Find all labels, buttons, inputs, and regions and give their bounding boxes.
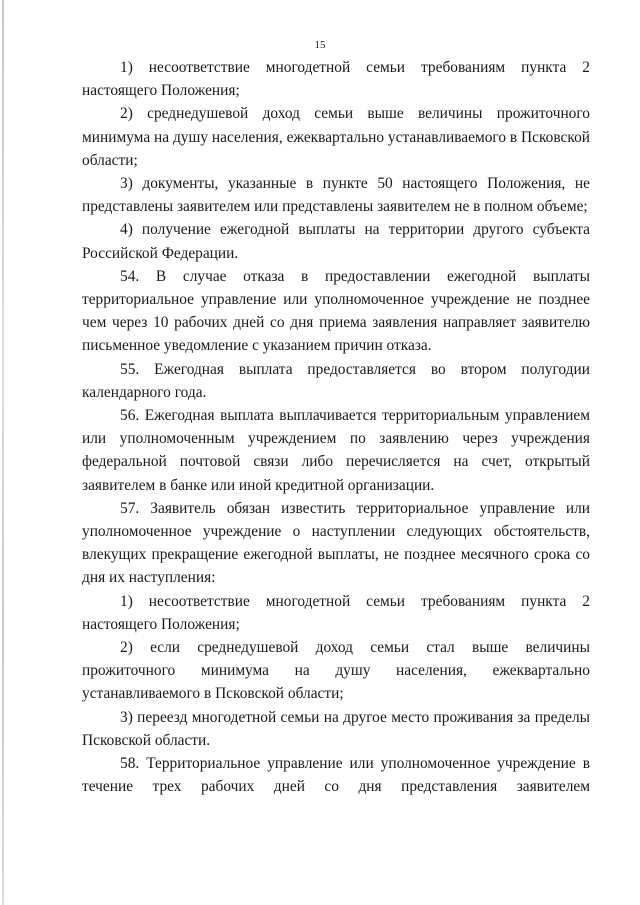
paragraph-section-54: 54. В случае отказа в предоставлении ежегодной выплаты территориальное управление или уполномоченное учреждение не позднее чем через 10 рабочих дней со дня приема заявления направляет заявителю письменное уведомление с указанием причин отказа. <box>82 267 590 355</box>
paragraph-item-2: 2) среднедушевой доход семьи выше величины прожиточного минимума на душу населения, ежеквартально устанавливаемого в Псковской области; <box>82 105 590 169</box>
page-number: 15 <box>314 39 326 51</box>
paragraph-section-56: 56. Ежегодная выплата выплачивается территориальным управлением или уполномоченным учреждением по заявлению через учреждения федеральной почтовой связи либо перечисляется на счет, открытый заявителем в банке или иной кредитной организации. <box>82 407 590 494</box>
document-body <box>82 56 590 799</box>
paragraph-section-57: 57. Заявитель обязан известить территориальное управление или уполномоченное учреждение о наступлении следующих обстоятельств, влекущих прекращение ежегодной выплаты, не позднее месячного срока со дня их наступления: <box>82 499 590 587</box>
paragraph-item-3b: 3) переезд многодетной семьи на другое место проживания за пределы Псковской области. <box>82 708 590 749</box>
paragraph-item-2b: 2) если среднедушевой доход семьи стал выше величины прожиточного минимума на душу населения, ежеквартально устанавливаемого в Псковской области; <box>82 639 590 703</box>
paragraph-section-55: 55. Ежегодная выплата предоставляется во втором полугодии календарного года. <box>82 360 590 401</box>
paragraph-section-58: 58. Территориальное управление или уполномоченное учреждение в течение трех рабочих дней со дня представления заявителем <box>82 755 590 796</box>
paragraph-item-4: 4) получение ежегодной выплаты на территории другого субъекта Российской Федерации. <box>82 221 590 262</box>
paragraph-item-1: 1) несоответствие многодетной семьи требованиям пункта 2 настоящего Положения; <box>82 59 590 100</box>
paragraph-item-1b: 1) несоответствие многодетной семьи требованиям пункта 2 настоящего Положения; <box>82 592 590 633</box>
paragraph-item-3: 3) документы, указанные в пункте 50 настоящего Положения, не представлены заявителем или представлены заявителем не в полном объеме; <box>82 175 590 216</box>
scan-edge <box>2 0 4 905</box>
